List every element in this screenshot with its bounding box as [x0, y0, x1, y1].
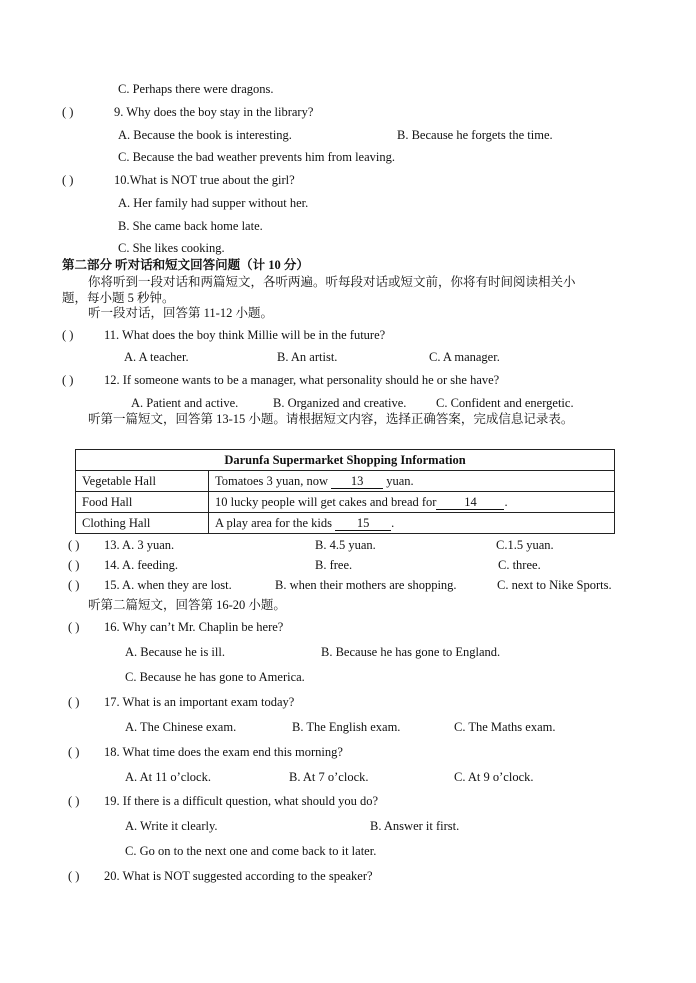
- q17-option-a: A. The Chinese exam.: [125, 720, 237, 734]
- q9-answer-bracket[interactable]: ( ): [62, 105, 74, 119]
- q12-option-b: B. Organized and creative.: [273, 396, 407, 410]
- q14-answer-bracket[interactable]: ( ): [68, 558, 80, 572]
- q18-answer-bracket[interactable]: ( ): [68, 745, 80, 759]
- shopping-info-table: [75, 449, 615, 534]
- q12-option-c: C. Confident and energetic.: [436, 396, 574, 410]
- hall-info: Tomatoes 3 yuan, now 13 yuan.: [209, 471, 615, 492]
- q14-option-b: B. free.: [315, 558, 353, 572]
- hall-name: Clothing Hall: [76, 513, 209, 534]
- q14-option-c: C. three.: [498, 558, 541, 572]
- q11-option-c: C. A manager.: [429, 350, 500, 364]
- q16-stem: 16. Why can’t Mr. Chaplin be here?: [104, 620, 284, 634]
- q19-stem: 19. If there is a difficult question, what should you do?: [104, 794, 379, 808]
- q15-option-b: B. when their mothers are shopping.: [275, 578, 457, 592]
- passage2-intro: 听第二篇短文，回答第 16-20 小题。: [88, 598, 286, 612]
- part2-instructions-line1: 你将听到一段对话和两篇短文，各听两遍。听每段对话或短文前，你将有时间阅读相关小: [88, 275, 576, 289]
- hall-info: A play area for the kids 15 .: [209, 513, 615, 534]
- q19-option-a: A. Write it clearly.: [125, 819, 218, 833]
- q10-stem: 10.What is NOT true about the girl?: [114, 173, 295, 187]
- q10-answer-bracket[interactable]: ( ): [62, 173, 74, 187]
- q17-option-b: B. The English exam.: [292, 720, 401, 734]
- hall-name: Vegetable Hall: [76, 471, 209, 492]
- q10-option-a: A. Her family had supper without her.: [118, 196, 309, 210]
- q10-option-b: B. She came back home late.: [118, 219, 263, 233]
- part2-heading: 第二部分 听对话和短文回答问题（计 10 分）: [62, 258, 309, 272]
- q12-stem: 12. If someone wants to be a manager, what personality should he or she have?: [104, 373, 500, 387]
- passage1-intro: 听第一篇短文，回答第 13-15 小题。请根据短文内容，选择正确答案，完成信息记录表。: [88, 412, 574, 426]
- q8-option-c: C. Perhaps there were dragons.: [118, 82, 274, 96]
- q13-stem: 13. A. 3 yuan.: [104, 538, 175, 552]
- q11-option-a: A. A teacher.: [124, 350, 189, 364]
- q18-option-a: A. At 11 o’clock.: [125, 770, 211, 784]
- hall-name: Food Hall: [76, 492, 209, 513]
- q11-answer-bracket[interactable]: ( ): [62, 328, 74, 342]
- q13-answer-bracket[interactable]: ( ): [68, 538, 80, 552]
- q15-answer-bracket[interactable]: ( ): [68, 578, 80, 592]
- q9-option-a: A. Because the book is interesting.: [118, 128, 292, 142]
- q16-option-c: C. Because he has gone to America.: [125, 670, 305, 684]
- q17-answer-bracket[interactable]: ( ): [68, 695, 80, 709]
- q9-option-c: C. Because the bad weather prevents him from leaving.: [118, 150, 395, 164]
- q13-option-b: B. 4.5 yuan.: [315, 538, 376, 552]
- q19-answer-bracket[interactable]: ( ): [68, 794, 80, 808]
- q12-answer-bracket[interactable]: ( ): [62, 373, 74, 387]
- hall-info: 10 lucky people will get cakes and bread for 14 .: [209, 492, 615, 513]
- q17-option-c: C. The Maths exam.: [454, 720, 556, 734]
- q18-option-b: B. At 7 o’clock.: [289, 770, 369, 784]
- q18-option-c: C. At 9 o’clock.: [454, 770, 534, 784]
- table-row: [76, 513, 615, 534]
- q11-option-b: B. An artist.: [277, 350, 338, 364]
- q16-option-b: B. Because he has gone to England.: [321, 645, 501, 659]
- q20-stem: 20. What is NOT suggested according to the speaker?: [104, 869, 373, 883]
- q9-option-b: B. Because he forgets the time.: [397, 128, 553, 142]
- q14-stem: 14. A. feeding.: [104, 558, 178, 572]
- part2-instructions-line2: 题，每小题 5 秒钟。: [62, 291, 175, 305]
- q12-option-a: A. Patient and active.: [131, 396, 239, 410]
- table-title: Darunfa Supermarket Shopping Information: [76, 450, 615, 471]
- answer-blank-14[interactable]: 14: [436, 496, 504, 510]
- q18-stem: 18. What time does the exam end this morning?: [104, 745, 343, 759]
- q19-option-c: C. Go on to the next one and come back to it later.: [125, 844, 377, 858]
- q15-option-c: C. next to Nike Sports.: [497, 578, 612, 592]
- q15-stem: 15. A. when they are lost.: [104, 578, 232, 592]
- q16-answer-bracket[interactable]: ( ): [68, 620, 80, 634]
- table-row: [76, 471, 615, 492]
- dialogue-intro: 听一段对话，回答第 11-12 小题。: [88, 306, 273, 320]
- q10-option-c: C. She likes cooking.: [118, 241, 225, 255]
- q19-option-b: B. Answer it first.: [370, 819, 460, 833]
- q20-answer-bracket[interactable]: ( ): [68, 869, 80, 883]
- q9-stem: 9. Why does the boy stay in the library?: [114, 105, 314, 119]
- q16-option-a: A. Because he is ill.: [125, 645, 225, 659]
- q11-stem: 11. What does the boy think Millie will be in the future?: [104, 328, 386, 342]
- answer-blank-15[interactable]: 15: [335, 517, 391, 531]
- q17-stem: 17. What is an important exam today?: [104, 695, 295, 709]
- table-row: [76, 492, 615, 513]
- q13-option-c: C.1.5 yuan.: [496, 538, 554, 552]
- answer-blank-13[interactable]: 13: [331, 475, 383, 489]
